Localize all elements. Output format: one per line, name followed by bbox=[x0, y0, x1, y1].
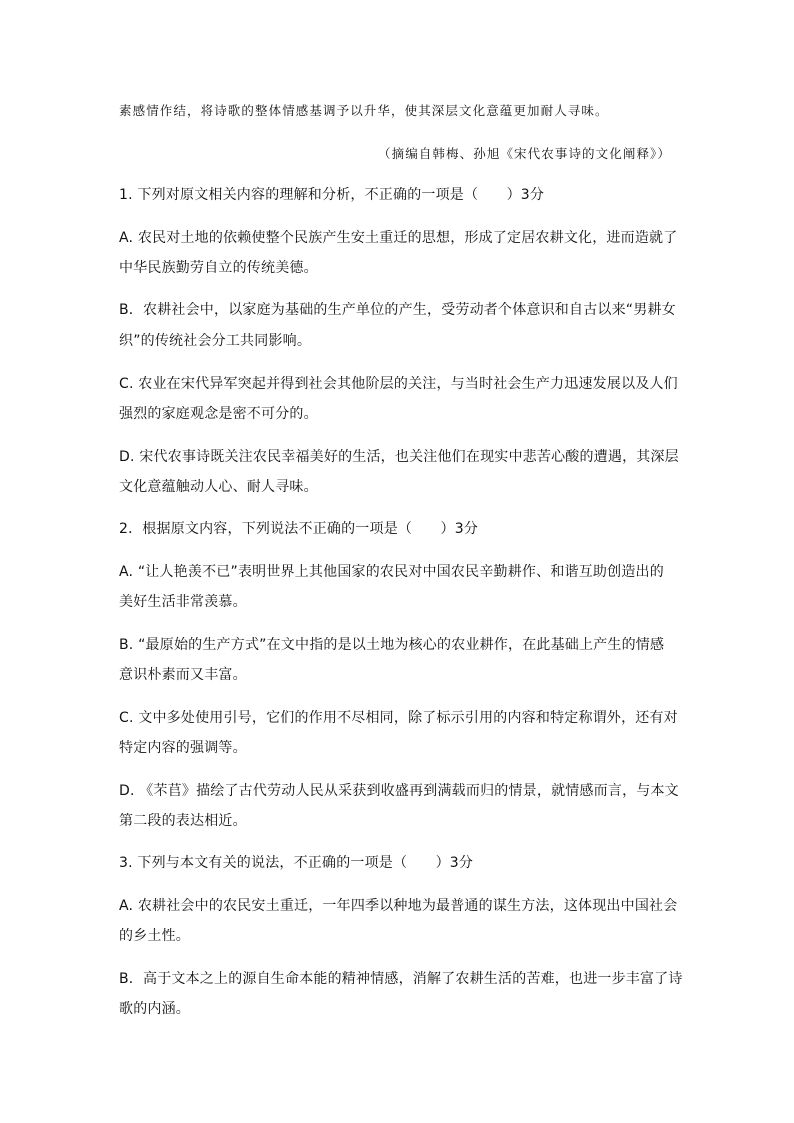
option-text-line: D. 《芣苢》描绘了古代劳动人民从采获到收盛再到满载而归的情景，就情感而言，与本文 bbox=[119, 783, 679, 799]
option-text-line: 第二段的表达相近。 bbox=[119, 813, 247, 829]
option-text-line: B．高于文本之上的源自生命本能的精神情感，消解了农耕生活的苦难，也进一步丰富了诗 bbox=[119, 971, 683, 987]
option-text-line: 特定内容的强调等。 bbox=[119, 740, 247, 756]
option-text-line: D. 宋代农事诗既关注农民幸福美好的生活，也关注他们在现实中悲苦心酸的遭遇，其深层 bbox=[119, 449, 679, 465]
question-stem: 2．根据原文内容，下列说法不正确的一项是（ ）3分 bbox=[119, 521, 479, 537]
question-stem: 1. 下列对原文相关内容的理解和分析，不正确的一项是（ ）3分 bbox=[119, 187, 545, 203]
passage-source-citation: （摘编自韩梅、孙旭《宋代农事诗的文化阐释》） bbox=[378, 146, 671, 161]
option-text-line: 织”的传统社会分工共同影响。 bbox=[119, 333, 312, 349]
option-text-line: A. 农民对土地的依赖使整个民族产生安土重迁的思想，形成了定居农耕文化，进而造就了 bbox=[119, 230, 678, 246]
option-text-line: 中华民族勤劳自立的传统美德。 bbox=[119, 260, 318, 276]
option-text-line: B. “最原始的生产方式”在文中指的是以土地为核心的农业耕作，在此基础上产生的情感 bbox=[119, 637, 665, 653]
option-text-line: A. “让人艳羡不已”表明世界上其他国家的农民对中国农民辛勤耕作、和谐互助创造出的 bbox=[119, 564, 664, 580]
option-text-line: 意识朴素而又丰富。 bbox=[119, 667, 247, 683]
option-text-line: 强烈的家庭观念是密不可分的。 bbox=[119, 406, 318, 422]
option-text-line: C. 文中多处使用引号，它们的作用不尽相同，除了标示引用的内容和特定称谓外，还有对 bbox=[119, 710, 678, 726]
option-text-line: A. 农耕社会中的农民安土重迁，一年四季以种地为最普通的谋生方法，这体现出中国社会 bbox=[119, 898, 678, 914]
option-text-line: C. 农业在宋代异军突起并得到社会其他阶层的关注，与当时社会生产力迅速发展以及人们 bbox=[119, 376, 678, 392]
option-text-line: 的乡土性。 bbox=[119, 928, 190, 944]
option-text-line: 文化意蕴触动人心、耐人寻味。 bbox=[119, 479, 318, 495]
question-stem: 3. 下列与本文有关的说法，不正确的一项是（ ）3分 bbox=[119, 855, 474, 871]
option-text-line: 美好生活非常羡慕。 bbox=[119, 594, 247, 610]
option-text-line: 歌的内涵。 bbox=[119, 1001, 190, 1017]
option-text-line: B．农耕社会中，以家庭为基础的生产单位的产生，受劳动者个体意识和自古以来“男耕女 bbox=[119, 302, 676, 318]
passage-tail-text: 素感情作结，将诗歌的整体情感基调予以升华，使其深层文化意蕴更加耐人寻味。 bbox=[119, 103, 609, 118]
